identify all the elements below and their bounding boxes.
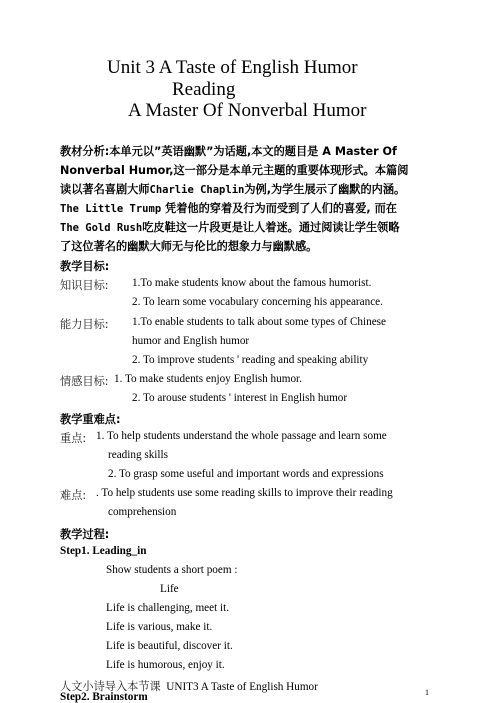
poem-line-4: Life is humorous, enjoy it.	[106, 659, 225, 671]
analysis-line-4-b: 凭着他的穿着及行为而受到了人们的喜爱, 而在	[161, 202, 397, 215]
objectives-heading: 教学目标:	[60, 260, 110, 273]
analysis-line-4	[60, 200, 397, 216]
analysis-line-2: Nonverbal Humor,这一部分是本单元主题的重要体现形式。本篇阅	[60, 164, 409, 177]
analysis-name-chaplin: Charlie Chaplin	[149, 184, 245, 196]
analysis-line-5-b: 吃皮鞋这一片段更是让人着迷。通过阅读让学生领略	[142, 221, 400, 234]
poem-line-3: Life is beautiful, discover it.	[106, 640, 233, 652]
analysis-line-1: 教材分析:本单元以”英语幽默”为话题,本文的题目是 A Master Of	[60, 145, 397, 158]
title-line-1: Unit 3 A Taste of English Humor	[107, 57, 358, 78]
analysis-name-goldrush: The Gold Rush	[60, 222, 143, 234]
poem-line-2: Life is various, make it.	[106, 621, 213, 633]
ability-item-1b: humor and English humor	[132, 335, 250, 347]
difficult-item-1b: comprehension	[108, 506, 177, 518]
analysis-line-5	[60, 219, 400, 235]
poem-title: Life	[160, 583, 179, 595]
knowledge-item-2: 2. To learn some vocabulary concerning his appearance.	[132, 296, 383, 308]
ability-label: 能力目标:	[60, 318, 109, 331]
step-1-heading: Step1. Leading_in	[60, 545, 147, 557]
emotion-label: 情感目标:	[60, 375, 109, 388]
title-line-2: Reading	[172, 79, 236, 100]
process-note-en: UNIT3 A Taste of English Humor	[166, 681, 318, 693]
poem-line-1: Life is challenging, meet it.	[106, 602, 230, 614]
analysis-name-trump: The Little Trump	[60, 203, 162, 215]
process-note-cn: 人文小诗导入本节课	[60, 680, 161, 693]
ability-item-1a: 1.To enable students to talk about some types of Chinese	[132, 316, 386, 328]
title-line-3: A Master Of Nonverbal Humor	[128, 100, 367, 121]
knowledge-item-1: 1.To make students know about the famous humorist.	[132, 277, 372, 289]
key-item-1a: 1. To help students understand the whole passage and learn some	[96, 430, 387, 442]
key-item-2: 2. To grasp some useful and important words and expressions	[108, 468, 384, 480]
emotion-item-1: 1. To make students enjoy English humor.	[114, 373, 302, 385]
knowledge-label: 知识目标:	[60, 279, 109, 292]
key-label: 重点:	[60, 432, 87, 445]
poem-intro: Show students a short poem :	[106, 564, 238, 576]
page-number: 1	[425, 688, 429, 697]
step-2-heading: Step2. Brainstorm	[60, 691, 148, 703]
process-heading: 教学过程:	[60, 528, 110, 541]
analysis-line-3-b: 为例,为学生展示了幽默的内涵。	[244, 183, 406, 196]
difficult-label: 难点:	[60, 489, 87, 502]
analysis-line-3-a: 读以著名喜剧大师	[60, 183, 150, 196]
analysis-line-3	[60, 181, 405, 197]
difficult-item-1a: . To help students use some reading skills to improve their reading	[96, 487, 393, 499]
keypoints-heading: 教学重难点:	[60, 413, 121, 426]
ability-item-2: 2. To improve students ' reading and speaking ability	[132, 354, 369, 366]
emotion-item-2: 2. To arouse students ' interest in English humor	[132, 392, 348, 404]
analysis-line-6: 了这位著名的幽默大师无与伦比的想象力与幽默感。	[60, 240, 318, 253]
key-item-1b: reading skills	[108, 449, 168, 461]
